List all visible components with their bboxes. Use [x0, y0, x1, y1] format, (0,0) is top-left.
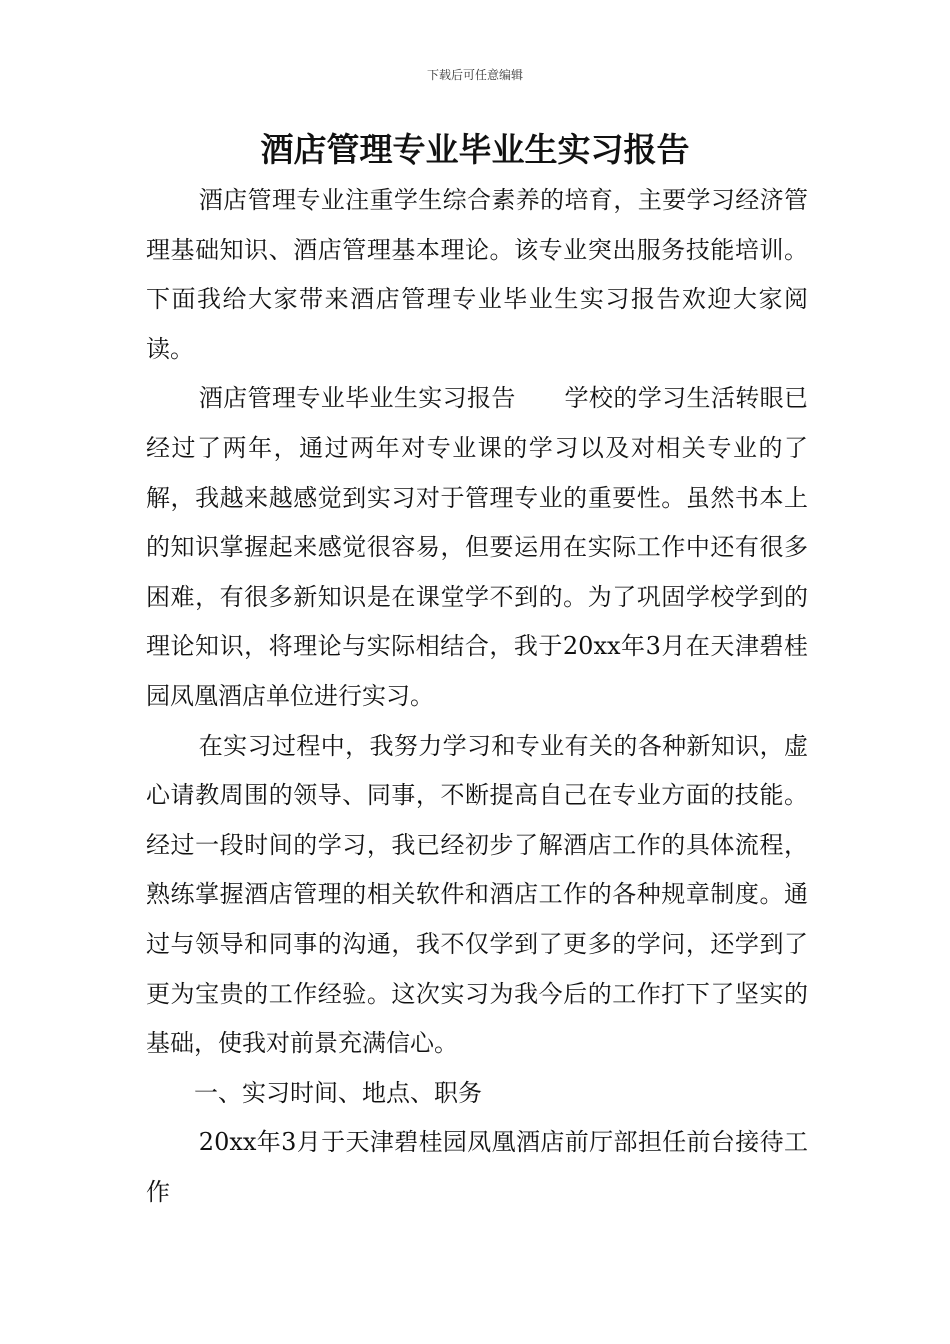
paragraph-position: 20xx年3月于天津碧桂园凤凰酒店前厅部担任前台接待工作	[146, 1128, 808, 1206]
section-heading-time-place-role: 一、实习时间、地点、职务	[194, 1078, 482, 1107]
paragraph-background: 酒店管理专业毕业生实习报告 学校的学习生活转眼已经过了两年，通过两年对专业课的学习以及对相关专业的了解，我越来越感觉到实习对于管理专业的重要性。虽然书本上的知识掌握起来感觉很容易，但要运用在实际工作中还有很多困难，有很多新知识是在课堂学不到的。为了巩固学校学到的理论知识，将理论与实际相结合，我于20xx年3月在天津碧桂园凤凰酒店单位进行实习。	[146, 384, 808, 710]
document-title: 酒店管理专业毕业生实习报告	[260, 130, 690, 169]
paragraph-experience: 在实习过程中，我努力学习和专业有关的各种新知识，虚心请教周围的领导、同事，不断提高自己在专业方面的技能。经过一段时间的学习，我已经初步了解酒店工作的具体流程，熟练掌握酒店管理的相关软件和酒店工作的各种规章制度。通过与领导和同事的沟通，我不仅学到了更多的学问，还学到了更为宝贵的工作经验。这次实习为我今后的工作打下了坚实的基础，使我对前景充满信心。	[146, 731, 808, 1058]
document-body	[146, 176, 808, 1217]
paragraph-intro: 酒店管理专业注重学生综合素养的培育，主要学习经济管理基础知识、酒店管理基本理论。该专业突出服务技能培训。下面我给大家带来酒店管理专业毕业生实习报告欢迎大家阅读。	[146, 186, 808, 363]
header-note: 下载后可任意编辑	[426, 68, 523, 82]
